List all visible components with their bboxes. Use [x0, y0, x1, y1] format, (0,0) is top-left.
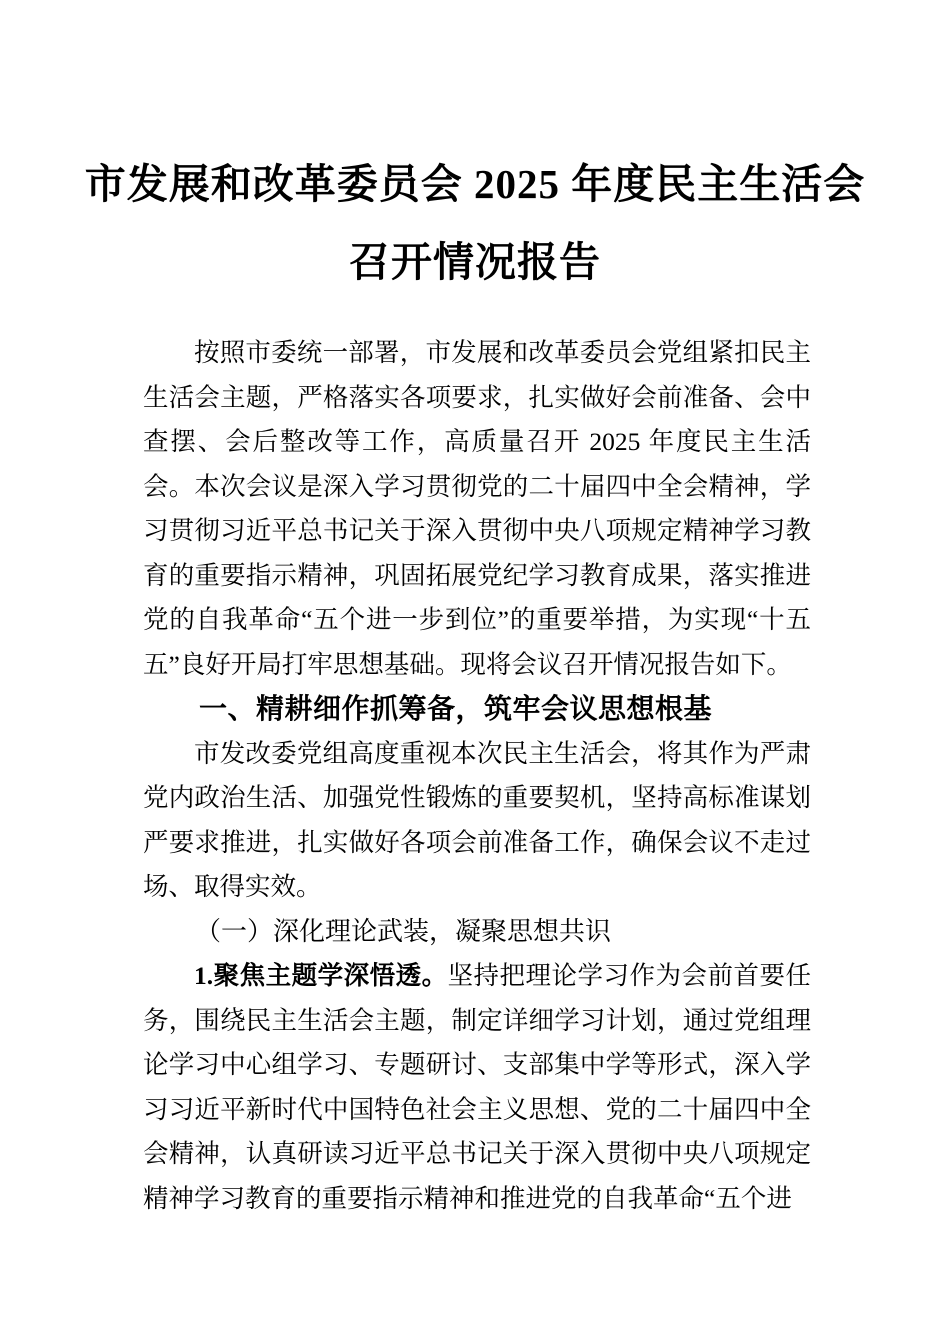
document-title-line-2: 召开情况报告: [349, 239, 601, 285]
subsection-1-1-heading: （一）深化理论武装，凝聚思想共识: [195, 916, 612, 946]
document-title-line-1: 市发展和改革委员会 2025 年度民主生活会: [84, 161, 866, 207]
section-1-paragraph: 市发改委党组高度重视本次民主生活会，将其作为严肃党内政治生活、加强党性锻炼的重要契机，坚持高标准谋划严要求推进，扎实做好各项会前准备工作，确保会议不走过场、取得实效。: [143, 738, 811, 901]
section-1-heading: 一、精耕细作抓筹备，筑牢会议思想根基: [199, 693, 713, 724]
intro-paragraph: 按照市委统一部署，市发展和改革委员会党组紧扣民主生活会主题，严格落实各项要求，扎实做好会前准备、会中查摆、会后整改等工作，高质量召开 2025 年度民主生活会。本次会议是深入学习贯彻党的二十届四中全会精神，学习贯彻习近平总书记关于深入贯彻中央八项规定精神学习教育的重要指示精神，巩固拓展党纪学习教育成果，落实推进党的自我革命“五个进一步到位”的重要举措，为实现“十五五”良好开局打牢思想基础。现将会议召开情况报告如下。: [143, 338, 811, 679]
item-1-paragraph-text: 坚持把理论学习作为会前首要任务，围绕民主生活会主题，制定详细学习计划，通过党组理论学习中心组学习、专题研讨、支部集中学等形式，深入学习习近平新时代中国特色社会主义思想、党的二十届四中全会精神，认真研读习近平总书记关于深入贯彻中央八项规定精神学习教育的重要指示精神和推进党的自我革命“五个进: [143, 961, 811, 1213]
document-title: [0, 145, 950, 301]
item-1-paragraph: [143, 954, 811, 1221]
document-body: [143, 331, 811, 1221]
item-1-lead-bold: 1.聚焦主题学深悟透。: [194, 961, 448, 990]
